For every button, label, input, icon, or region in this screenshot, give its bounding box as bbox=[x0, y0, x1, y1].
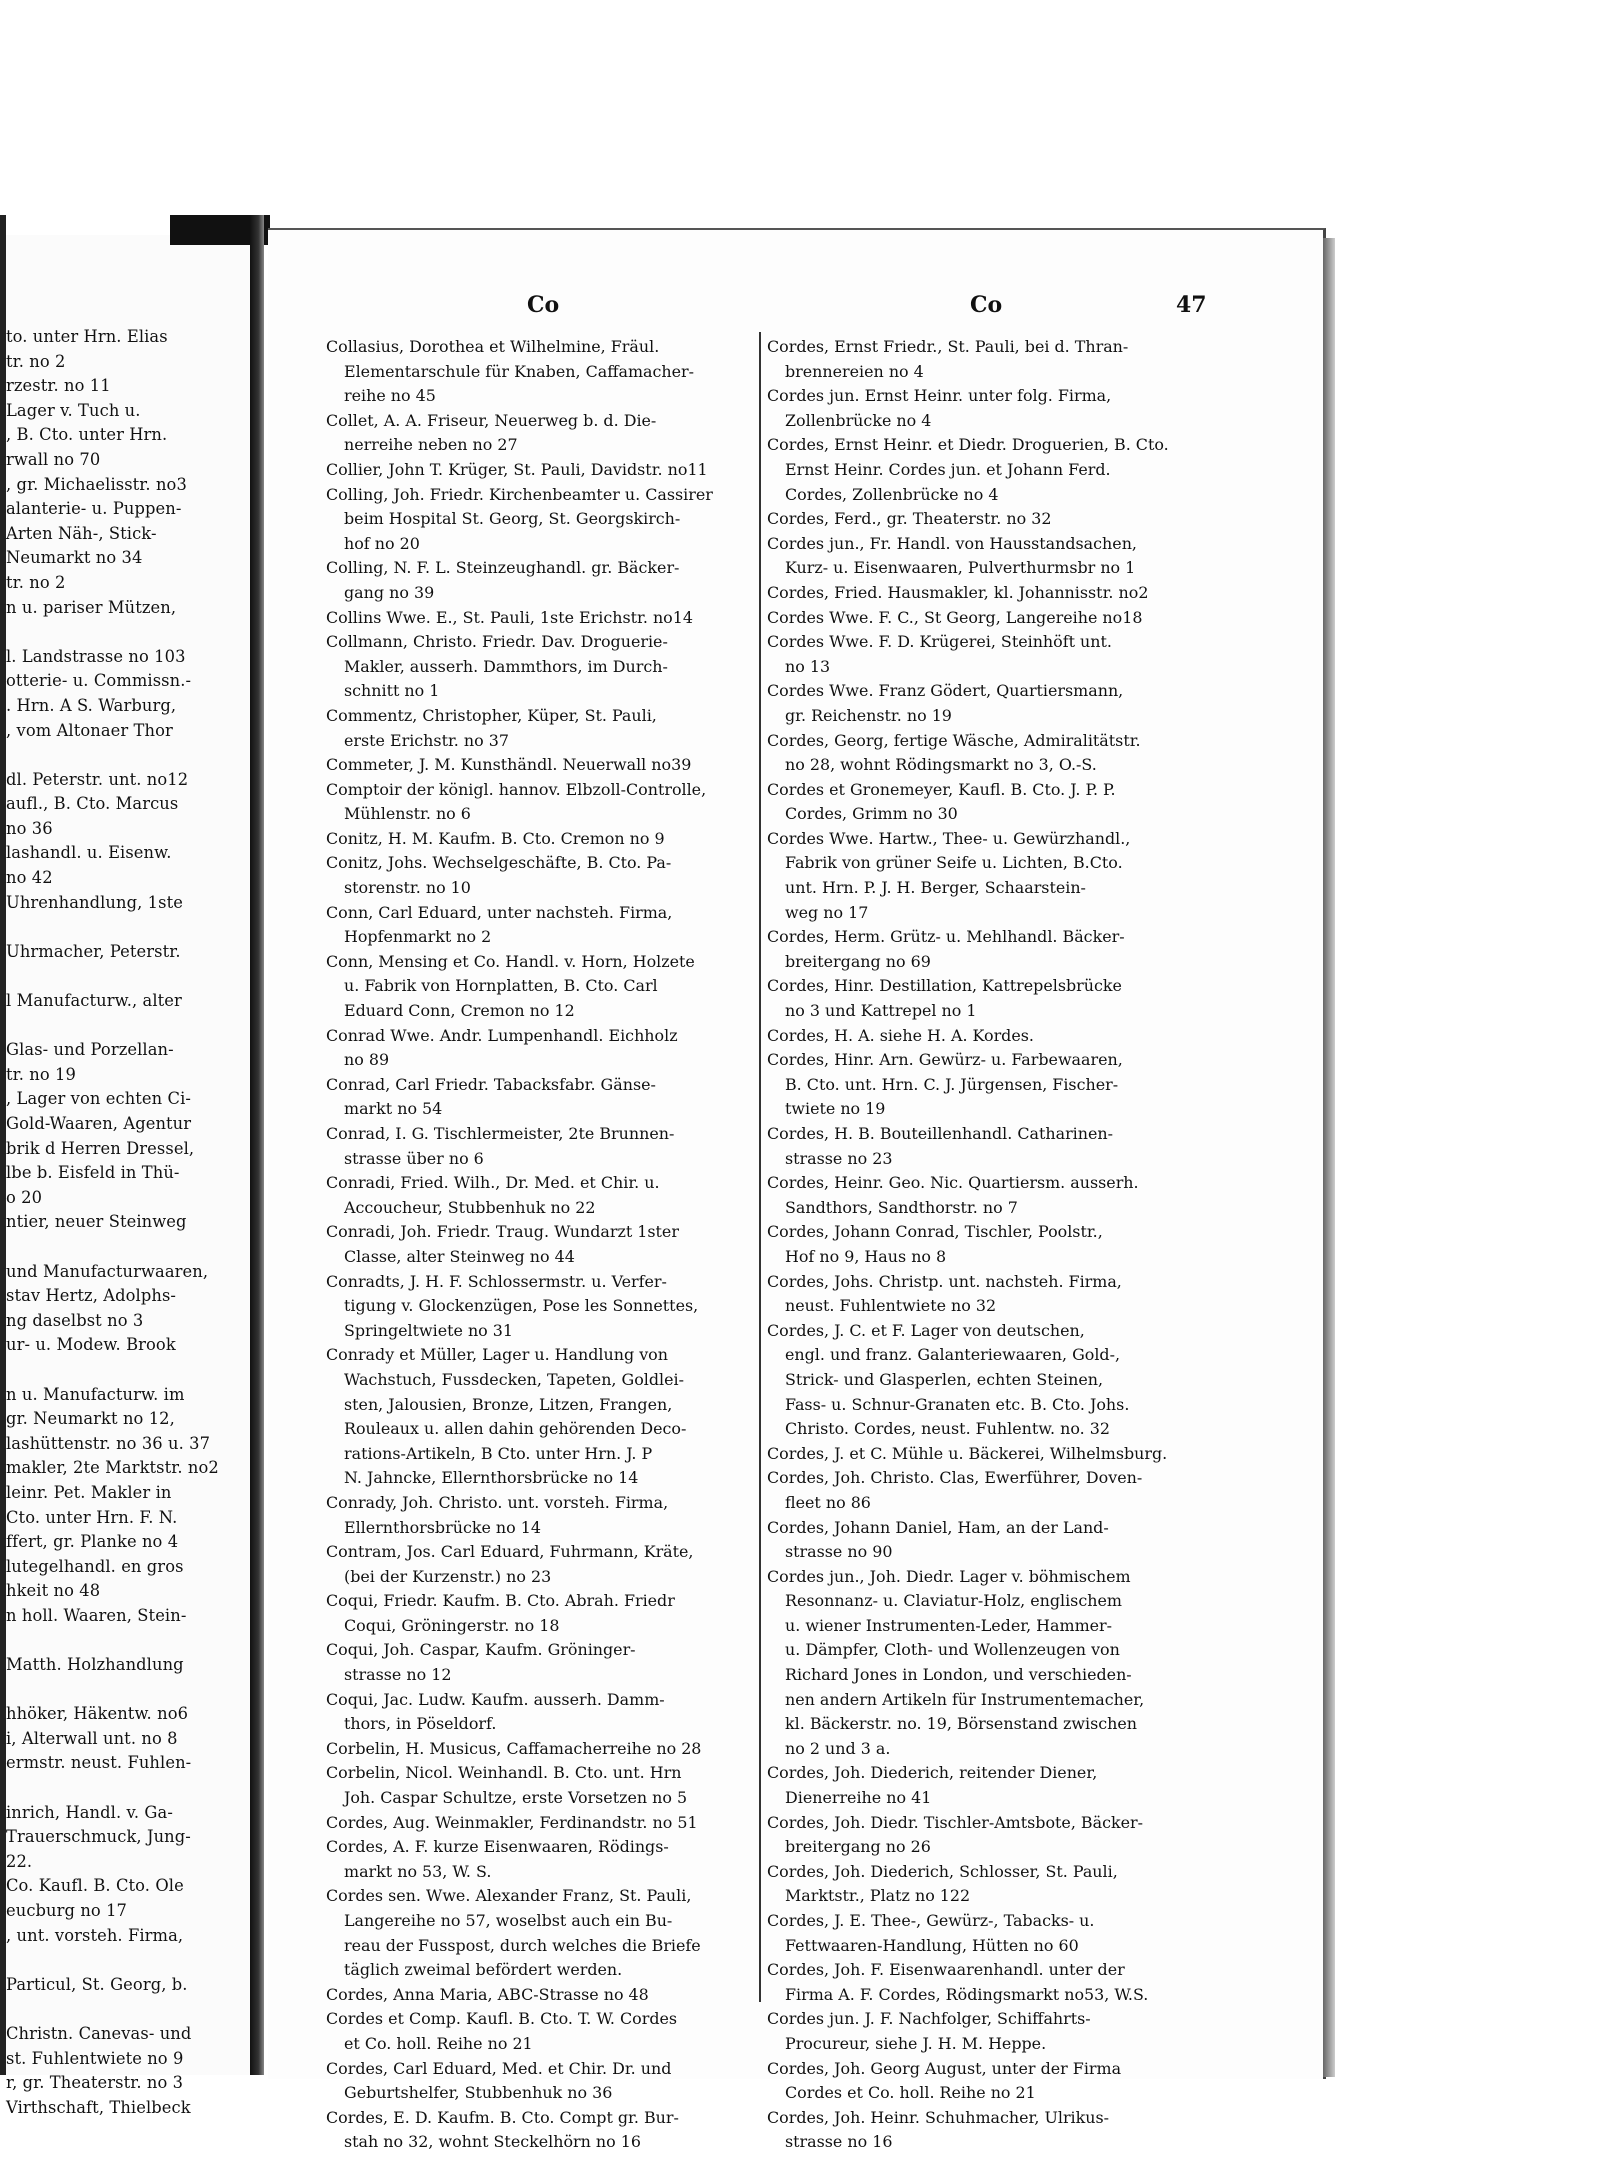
directory-entry bbox=[767, 1811, 1203, 1860]
entry-continuation: kl. Bäckerstr. no. 19, Börsenstand zwischen bbox=[785, 1714, 1138, 1734]
entry-continuation: markt no 54 bbox=[344, 1099, 443, 1119]
directory-entry bbox=[767, 384, 1203, 433]
entry-continuation: breitergang no 69 bbox=[785, 951, 931, 971]
directory-entry bbox=[326, 851, 756, 900]
directory-entry bbox=[326, 630, 756, 704]
entry-continuation: Langereihe no 57, woselbst auch ein Bu- bbox=[344, 1911, 673, 1930]
left-fragment-line: st. Fuhlentwiete no 9 bbox=[6, 2048, 184, 2068]
entry-continuation: Christo. Cordes, neust. Fuhlentw. no. 32 bbox=[785, 1419, 1110, 1439]
left-fragment-line: Uhrenhandlung, 1ste bbox=[6, 892, 183, 912]
directory-entry bbox=[767, 507, 1203, 532]
entry-continuation: Elementarschule für Knaben, Caffamacher- bbox=[344, 361, 695, 381]
left-fragment-line: i, Alterwall unt. no 8 bbox=[6, 1728, 178, 1748]
directory-entry bbox=[326, 1491, 756, 1540]
left-fragment-line bbox=[6, 915, 246, 940]
directory-entry bbox=[326, 1811, 756, 1836]
entry-continuation: Rouleaux u. allen dahin gehörenden Deco- bbox=[344, 1419, 687, 1439]
header-left: Co bbox=[527, 292, 560, 318]
entry-continuation: Richard Jones in London, und verschieden- bbox=[785, 1665, 1132, 1685]
entry-line: Cordes jun. J. F. Nachfolger, Schiffahrts- bbox=[767, 2009, 1091, 2029]
entry-line: Conrad, I. G. Tischlermeister, 2te Brunnen- bbox=[326, 1124, 675, 1143]
directory-entry bbox=[326, 1589, 756, 1638]
entry-line: Cordes, Johann Conrad, Tischler, Poolstr., bbox=[767, 1222, 1103, 1242]
entry-continuation: engl. und franz. Galanteriewaaren, Gold-, bbox=[785, 1345, 1120, 1365]
entry-continuation: Mühlenstr. no 6 bbox=[344, 804, 471, 824]
entry-continuation: B. Cto. unt. Hrn. C. J. Jürgensen, Fischer- bbox=[785, 1074, 1119, 1094]
entry-line: Cordes, Heinr. Geo. Nic. Quartiersm. ausserh. bbox=[767, 1173, 1139, 1193]
entry-line: Conn, Carl Eduard, unter nachsteh. Firma, bbox=[326, 902, 673, 922]
entry-continuation: no 89 bbox=[344, 1050, 390, 1070]
entry-continuation: Hopfenmarkt no 2 bbox=[344, 927, 492, 947]
entry-continuation: reihe no 45 bbox=[344, 386, 436, 406]
left-fragment-line: 22. bbox=[6, 1851, 33, 1871]
left-fragment-line bbox=[6, 1776, 246, 1801]
entry-continuation: Classe, alter Steinweg no 44 bbox=[344, 1246, 575, 1266]
directory-entry bbox=[767, 433, 1203, 507]
directory-entry bbox=[767, 1958, 1203, 2007]
entry-line: Collasius, Dorothea et Wilhelmine, Fräul. bbox=[326, 337, 660, 356]
entry-continuation: breitergang no 26 bbox=[785, 1837, 931, 1857]
entry-continuation: beim Hospital St. Georg, St. Georgskirch- bbox=[344, 509, 681, 529]
entry-continuation: sten, Jalousien, Bronze, Litzen, Frangen, bbox=[344, 1394, 673, 1414]
entry-line: Corbelin, H. Musicus, Caffamacherreihe no 28 bbox=[326, 1738, 702, 1758]
left-fragment-line: Uhrmacher, Peterstr. bbox=[6, 941, 181, 961]
entry-line: Cordes, Joh. Christo. Clas, Ewerführer, Doven- bbox=[767, 1468, 1143, 1488]
page-number: 47 bbox=[1176, 292, 1207, 318]
directory-entry bbox=[326, 1122, 756, 1171]
entry-continuation: storenstr. no 10 bbox=[344, 878, 471, 898]
entry-continuation: Joh. Caspar Schultze, erste Vorsetzen no 5 bbox=[344, 1788, 688, 1808]
entry-continuation: weg no 17 bbox=[785, 902, 869, 922]
left-fragment-line: no 42 bbox=[6, 868, 53, 888]
entry-continuation: et Co. holl. Reihe no 21 bbox=[344, 2033, 533, 2053]
directory-entry bbox=[326, 1983, 756, 2008]
directory-entry bbox=[326, 778, 756, 827]
directory-entry bbox=[326, 458, 756, 483]
directory-entry bbox=[326, 1343, 756, 1491]
directory-entry bbox=[767, 1024, 1203, 1049]
entry-continuation: strasse no 23 bbox=[785, 1148, 893, 1168]
left-fragment-line: , vom Altonaer Thor bbox=[6, 720, 173, 740]
directory-entry bbox=[326, 1024, 756, 1073]
left-fragment-line: l Manufacturw., alter bbox=[6, 991, 182, 1011]
directory-entry bbox=[767, 1048, 1203, 1122]
left-fragment-line bbox=[6, 1948, 246, 1973]
entry-line: Cordes Wwe. F. C., St Georg, Langereihe no18 bbox=[767, 607, 1143, 627]
directory-entry bbox=[326, 409, 756, 458]
left-fragment-line: , unt. vorsteh. Firma, bbox=[6, 1925, 184, 1945]
entry-line: Conradts, J. H. F. Schlossermstr. u. Verfer- bbox=[326, 1271, 667, 1291]
entry-line: Cordes Wwe. Hartw., Thee- u. Gewürzhandl., bbox=[767, 828, 1131, 848]
directory-entry bbox=[326, 1073, 756, 1122]
entry-line: Commeter, J. M. Kunsthändl. Neuerwall no39 bbox=[326, 755, 692, 775]
entry-continuation: nen andern Artikeln für Instrumentemacher, bbox=[785, 1689, 1145, 1709]
directory-entry bbox=[326, 335, 756, 409]
directory-entry bbox=[326, 753, 756, 778]
left-fragment-line: Lager v. Tuch u. bbox=[6, 400, 141, 420]
entry-continuation: tigung v. Glockenzügen, Pose les Sonnettes, bbox=[344, 1296, 699, 1316]
entry-continuation: Springeltwiete no 31 bbox=[344, 1320, 514, 1340]
entry-line: Cordes, H. A. siehe H. A. Kordes. bbox=[767, 1025, 1034, 1045]
left-fragment-line: ffert, gr. Planke no 4 bbox=[6, 1532, 179, 1552]
entry-line: Conradi, Fried. Wilh., Dr. Med. et Chir. u. bbox=[326, 1173, 660, 1193]
directory-entry bbox=[326, 1171, 756, 1220]
left-fragment-line bbox=[6, 1014, 246, 1039]
entry-line: Cordes, Anna Maria, ABC-Strasse no 48 bbox=[326, 1984, 649, 2004]
left-fragment-line: alanterie- u. Puppen- bbox=[6, 499, 182, 519]
entry-continuation: Cordes, Grimm no 30 bbox=[785, 804, 958, 824]
entry-continuation: Sandthors, Sandthorstr. no 7 bbox=[785, 1197, 1018, 1217]
entry-continuation: twiete no 19 bbox=[785, 1099, 886, 1119]
entry-continuation: u. wiener Instrumenten-Leder, Hammer- bbox=[785, 1615, 1113, 1635]
entry-continuation: Ellernthorsbrücke no 14 bbox=[344, 1517, 541, 1537]
entry-continuation: erste Erichstr. no 37 bbox=[344, 730, 509, 750]
directory-entry bbox=[767, 679, 1203, 728]
entry-continuation: Cordes, Zollenbrücke no 4 bbox=[785, 484, 999, 504]
entry-line: Conradi, Joh. Friedr. Traug. Wundarzt 1ster bbox=[326, 1222, 679, 1242]
directory-entry bbox=[326, 704, 756, 753]
entry-line: Cordes, Joh. Diederich, reitender Diener, bbox=[767, 1763, 1098, 1783]
left-fragment-line: ur- u. Modew. Brook bbox=[6, 1335, 176, 1355]
directory-entry bbox=[767, 925, 1203, 974]
left-fragment-line: dl. Peterstr. unt. no12 bbox=[6, 769, 189, 789]
entry-continuation: Dienerreihe no 41 bbox=[785, 1788, 932, 1808]
directory-entry bbox=[767, 2007, 1203, 2056]
left-fragment-line: tr. no 19 bbox=[6, 1064, 76, 1084]
directory-entry bbox=[767, 335, 1203, 384]
entry-continuation: Fabrik von grüner Seife u. Lichten, B.Cto. bbox=[785, 853, 1123, 873]
directory-entry bbox=[326, 1270, 756, 1344]
entry-line: Cordes, H. B. Bouteillenhandl. Catharinen- bbox=[767, 1124, 1113, 1143]
entry-continuation: strasse über no 6 bbox=[344, 1148, 484, 1168]
entry-line: Cordes jun. Ernst Heinr. unter folg. Firma, bbox=[767, 386, 1112, 406]
entry-line: Collins Wwe. E., St. Pauli, 1ste Erichstr. no14 bbox=[326, 607, 693, 627]
left-fragment-line: Christn. Canevas- und bbox=[6, 2023, 192, 2043]
directory-entry bbox=[767, 1319, 1203, 1442]
directory-entry bbox=[326, 2057, 756, 2106]
entry-continuation: neust. Fuhlentwiete no 32 bbox=[785, 1296, 997, 1316]
directory-entry bbox=[326, 2007, 756, 2056]
entry-line: Conitz, H. M. Kaufm. B. Cto. Cremon no 9 bbox=[326, 828, 665, 848]
directory-entry bbox=[767, 1270, 1203, 1319]
entry-line: Cordes, Herm. Grütz- u. Mehlhandl. Bäcker- bbox=[767, 927, 1125, 947]
entry-line: Conrady, Joh. Christo. unt. vorsteh. Firma, bbox=[326, 1492, 669, 1512]
entry-continuation: Coqui, Gröningerstr. no 18 bbox=[344, 1615, 560, 1635]
left-fragment-line: stav Hertz, Adolphs- bbox=[6, 1286, 177, 1306]
entry-line: Cordes, E. D. Kaufm. B. Cto. Compt gr. Bur- bbox=[326, 2107, 679, 2127]
column-divider bbox=[759, 332, 761, 2002]
directory-entry bbox=[767, 1565, 1203, 1762]
entry-line: Cordes et Comp. Kaufl. B. Cto. T. W. Cordes bbox=[326, 2009, 678, 2029]
left-fragment-line: ermstr. neust. Fuhlen- bbox=[6, 1753, 192, 1773]
directory-entry bbox=[326, 1540, 756, 1589]
entry-line: Cordes, Joh. Diederich, Schlosser, St. Pauli, bbox=[767, 1861, 1118, 1881]
entry-line: Cordes, Joh. F. Eisenwaarenhandl. unter der bbox=[767, 1960, 1125, 1980]
directory-entry bbox=[326, 1884, 756, 1982]
entry-line: Cordes, Johs. Christp. unt. nachsteh. Firma, bbox=[767, 1271, 1122, 1291]
left-fragment-line: otterie- u. Commissn.- bbox=[6, 671, 192, 691]
entry-continuation: Procureur, siehe J. H. M. Heppe. bbox=[785, 2033, 1047, 2053]
left-fragment-line: lbe b. Eisfeld in Thü- bbox=[6, 1163, 180, 1183]
entry-line: Cordes, Fried. Hausmakler, kl. Johannisstr. no2 bbox=[767, 582, 1149, 602]
entry-line: Coqui, Joh. Caspar, Kaufm. Gröninger- bbox=[326, 1640, 636, 1660]
entry-line: Commentz, Christopher, Küper, St. Pauli, bbox=[326, 705, 657, 725]
entry-line: Corbelin, Nicol. Weinhandl. B. Cto. unt. Hrn bbox=[326, 1763, 682, 1783]
left-fragment-line: und Manufacturwaaren, bbox=[6, 1261, 209, 1281]
entry-line: Collet, A. A. Friseur, Neuerweg b. d. Die- bbox=[326, 410, 657, 430]
directory-entry bbox=[326, 1220, 756, 1269]
directory-entry bbox=[767, 974, 1203, 1023]
entry-continuation: Resonnanz- u. Claviatur-Holz, englischem bbox=[785, 1591, 1122, 1611]
entry-continuation: Fass- u. Schnur-Granaten etc. B. Cto. Johs. bbox=[785, 1394, 1130, 1414]
left-fragment-line: Cto. unter Hrn. F. N. bbox=[6, 1507, 178, 1527]
directory-entry bbox=[767, 2106, 1203, 2155]
left-fragment-line bbox=[6, 1628, 246, 1653]
left-fragment-line: Neumarkt no 34 bbox=[6, 548, 143, 568]
entry-continuation: hof no 20 bbox=[344, 533, 420, 553]
entry-line: Cordes, Hinr. Destillation, Kattrepelsbrücke bbox=[767, 976, 1122, 996]
entry-continuation: gang no 39 bbox=[344, 582, 435, 602]
entry-continuation: no 13 bbox=[785, 656, 831, 676]
left-fragment-line bbox=[6, 1358, 246, 1383]
directory-entry bbox=[326, 1761, 756, 1810]
entry-line: Cordes sen. Wwe. Alexander Franz, St. Pauli, bbox=[326, 1886, 692, 1906]
entry-continuation: strasse no 16 bbox=[785, 2132, 893, 2152]
directory-entry bbox=[767, 1442, 1203, 1467]
directory-entry bbox=[326, 556, 756, 605]
directory-entry bbox=[326, 827, 756, 852]
left-fragment-line: n holl. Waaren, Stein- bbox=[6, 1605, 187, 1625]
directory-entry bbox=[326, 950, 756, 1024]
directory-entry bbox=[767, 827, 1203, 925]
left-fragment-line: , Lager von echten Ci- bbox=[6, 1089, 191, 1109]
left-fragment-line: l. Landstrasse no 103 bbox=[6, 646, 186, 666]
left-fragment-line: hhöker, Häkentw. no6 bbox=[6, 1704, 189, 1724]
entry-line: Contram, Jos. Carl Eduard, Fuhrmann, Kräte, bbox=[326, 1542, 694, 1562]
left-fragment-line: n u. pariser Mützen, bbox=[6, 597, 177, 617]
directory-entry bbox=[326, 1737, 756, 1762]
entry-continuation: Wachstuch, Fussdecken, Tapeten, Goldlei- bbox=[344, 1369, 684, 1389]
left-fragment-line: Glas- und Porzellan- bbox=[6, 1040, 174, 1060]
entry-line: Coqui, Friedr. Kaufm. B. Cto. Abrah. Friedr bbox=[326, 1591, 675, 1611]
left-fragment-line: rwall no 70 bbox=[6, 449, 101, 469]
left-fragment-line: rzestr. no 11 bbox=[6, 376, 111, 396]
left-fragment-line: lashüttenstr. no 36 u. 37 bbox=[6, 1433, 211, 1453]
directory-entry bbox=[767, 581, 1203, 606]
directory-entry bbox=[326, 1638, 756, 1687]
entry-line: Cordes, Ernst Friedr., St. Pauli, bei d. Thran- bbox=[767, 337, 1129, 356]
entry-line: Collmann, Christo. Friedr. Dav. Droguerie- bbox=[326, 632, 668, 652]
page-edge-shade bbox=[1323, 238, 1335, 2077]
entry-continuation: Cordes et Co. holl. Reihe no 21 bbox=[785, 2083, 1036, 2103]
entry-continuation: Hof no 9, Haus no 8 bbox=[785, 1246, 947, 1266]
entry-line: Cordes, Ernst Heinr. et Diedr. Droguerien, B. Cto. bbox=[767, 435, 1169, 455]
directory-entry bbox=[767, 729, 1203, 778]
directory-entry bbox=[767, 1516, 1203, 1565]
directory-entry bbox=[326, 606, 756, 631]
entry-continuation: strasse no 12 bbox=[344, 1665, 452, 1685]
entry-continuation: nerreihe neben no 27 bbox=[344, 435, 518, 455]
entry-line: Cordes, Joh. Heinr. Schuhmacher, Ulrikus- bbox=[767, 2107, 1110, 2127]
left-fragment-line: Trauerschmuck, Jung- bbox=[6, 1827, 191, 1847]
directory-entry bbox=[767, 532, 1203, 581]
entry-continuation: no 3 und Kattrepel no 1 bbox=[785, 1001, 977, 1021]
left-fragment-line bbox=[6, 1235, 246, 1260]
entry-continuation: Kurz- u. Eisenwaaren, Pulverthurmsbr no 1 bbox=[785, 558, 1136, 578]
entry-continuation: u. Dämpfer, Cloth- und Wollenzeugen von bbox=[785, 1640, 1120, 1660]
left-fragment-line bbox=[6, 620, 246, 645]
left-fragment-line: Matth. Holzhandlung bbox=[6, 1655, 184, 1675]
entry-line: Collier, John T. Krüger, St. Pauli, Davidstr. no11 bbox=[326, 459, 708, 479]
directory-entry bbox=[767, 1860, 1203, 1909]
left-fragment-line: leinr. Pet. Makler in bbox=[6, 1482, 172, 1502]
directory-entry bbox=[326, 483, 756, 557]
left-fragment-line: . Hrn. A S. Warburg, bbox=[6, 695, 177, 715]
entry-continuation: stah no 32, wohnt Steckelhörn no 16 bbox=[344, 2132, 641, 2152]
entry-continuation: Firma A. F. Cordes, Rödingsmarkt no53, W.S. bbox=[785, 1984, 1149, 2004]
directory-entry bbox=[767, 606, 1203, 631]
left-fragment-line bbox=[6, 1678, 246, 1703]
entry-continuation: Geburtshelfer, Stubbenhuk no 36 bbox=[344, 2083, 613, 2103]
left-fragment-line: , gr. Michaelisstr. no3 bbox=[6, 474, 187, 494]
entry-continuation: gr. Reichenstr. no 19 bbox=[785, 705, 952, 725]
entry-continuation: Accoucheur, Stubbenhuk no 22 bbox=[344, 1197, 596, 1217]
entry-line: Conitz, Johs. Wechselgeschäfte, B. Cto. Pa- bbox=[326, 853, 672, 873]
entry-line: Cordes, Georg, fertige Wäsche, Admiralitätstr. bbox=[767, 730, 1141, 750]
entry-line: Conrad, Carl Friedr. Tabacksfabr. Gänse- bbox=[326, 1074, 656, 1094]
left-fragment-line: no 36 bbox=[6, 818, 53, 838]
directory-entry bbox=[767, 1171, 1203, 1220]
entry-line: Cordes jun., Joh. Diedr. Lager v. böhmischem bbox=[767, 1566, 1131, 1586]
entry-line: Cordes, J. E. Thee-, Gewürz-, Tabacks- u. bbox=[767, 1911, 1095, 1930]
entry-line: Cordes, Aug. Weinmakler, Ferdinandstr. no 51 bbox=[326, 1812, 698, 1832]
entry-line: Cordes, Joh. Diedr. Tischler-Amtsbote, Bäcker- bbox=[767, 1812, 1143, 1832]
entry-line: Cordes, Carl Eduard, Med. et Chir. Dr. und bbox=[326, 2058, 672, 2078]
entry-line: Conn, Mensing et Co. Handl. v. Horn, Holzete bbox=[326, 951, 695, 971]
left-page-text bbox=[6, 325, 246, 2120]
entry-continuation: strasse no 90 bbox=[785, 1542, 893, 1562]
entry-line: Cordes, J. et C. Mühle u. Bäckerei, Wilhelmsburg. bbox=[767, 1443, 1168, 1463]
left-fragment-line: aufl., B. Cto. Marcus bbox=[6, 794, 179, 814]
left-fragment-line: lutegelhandl. en gros bbox=[6, 1556, 184, 1576]
left-fragment-line: hkeit no 48 bbox=[6, 1581, 101, 1601]
entry-continuation: thors, in Pöseldorf. bbox=[344, 1714, 497, 1734]
directory-entry bbox=[767, 1122, 1203, 1171]
entry-continuation: Marktstr., Platz no 122 bbox=[785, 1886, 971, 1906]
left-fragment-line: r, gr. Theaterstr. no 3 bbox=[6, 2073, 184, 2093]
left-fragment-line: o 20 bbox=[6, 1187, 43, 1207]
left-fragment-line: inrich, Handl. v. Ga- bbox=[6, 1802, 173, 1822]
left-fragment-line: brik d Herren Dressel, bbox=[6, 1138, 195, 1158]
entry-line: Coqui, Jac. Ludw. Kaufm. ausserh. Damm- bbox=[326, 1689, 665, 1709]
directory-entry bbox=[767, 1909, 1203, 1958]
entry-line: Cordes, J. C. et F. Lager von deutschen, bbox=[767, 1320, 1085, 1340]
directory-entry bbox=[326, 1688, 756, 1737]
entry-line: Cordes jun., Fr. Handl. von Hausstandsachen, bbox=[767, 533, 1137, 553]
entry-continuation: reau der Fusspost, durch welches die Briefe bbox=[344, 1935, 701, 1955]
book-gutter bbox=[250, 215, 264, 2075]
entry-continuation: brennereien no 4 bbox=[785, 361, 924, 381]
entry-continuation: (bei der Kurzenstr.) no 23 bbox=[344, 1566, 552, 1586]
entry-continuation: täglich zweimal befördert werden. bbox=[344, 1960, 623, 1980]
entry-continuation: N. Jahncke, Ellernthorsbrücke no 14 bbox=[344, 1468, 639, 1488]
left-fragment-line: lashandl. u. Eisenw. bbox=[6, 843, 172, 863]
left-fragment-line: Particul, St. Georg, b. bbox=[6, 1974, 188, 1994]
entry-line: Cordes, Johann Daniel, Ham, an der Land- bbox=[767, 1517, 1109, 1537]
directory-entry bbox=[326, 1835, 756, 1884]
entry-continuation: rations-Artikeln, B Cto. unter Hrn. J. P bbox=[344, 1443, 653, 1463]
left-fragment-line: ng daselbst no 3 bbox=[6, 1310, 144, 1330]
left-fragment-line: Arten Näh-, Stick- bbox=[6, 523, 157, 543]
entry-line: Cordes Wwe. F. D. Krügerei, Steinhöft unt. bbox=[767, 632, 1112, 652]
entry-continuation: no 28, wohnt Rödingsmarkt no 3, O.-S. bbox=[785, 755, 1097, 775]
entry-line: Conrady et Müller, Lager u. Handlung von bbox=[326, 1345, 668, 1365]
left-page-fragment bbox=[6, 235, 250, 2117]
entry-line: Cordes, Hinr. Arn. Gewürz- u. Farbewaaren, bbox=[767, 1050, 1123, 1070]
entry-line: Cordes Wwe. Franz Gödert, Quartiersmann, bbox=[767, 681, 1124, 701]
directory-entry bbox=[767, 1466, 1203, 1515]
directory-entry bbox=[767, 778, 1203, 827]
entry-continuation: schnitt no 1 bbox=[344, 681, 440, 701]
entry-line: Colling, Joh. Friedr. Kirchenbeamter u. Cassirer bbox=[326, 484, 713, 504]
left-fragment-line: Co. Kaufl. B. Cto. Ole bbox=[6, 1876, 184, 1896]
entry-line: Cordes, A. F. kurze Eisenwaaren, Rödings- bbox=[326, 1837, 669, 1857]
entry-continuation: fleet no 86 bbox=[785, 1492, 871, 1512]
header-right: Co bbox=[970, 292, 1003, 318]
entry-line: Comptoir der königl. hannov. Elbzoll-Controlle, bbox=[326, 779, 707, 799]
entry-line: Cordes, Ferd., gr. Theaterstr. no 32 bbox=[767, 509, 1052, 529]
directory-entry bbox=[326, 2106, 756, 2155]
left-fragment-line bbox=[6, 1997, 246, 2022]
left-fragment-line: eucburg no 17 bbox=[6, 1901, 128, 1920]
entry-continuation: no 2 und 3 a. bbox=[785, 1738, 891, 1758]
left-fragment-line: , B. Cto. unter Hrn. bbox=[6, 425, 168, 445]
directory-column-right bbox=[767, 335, 1203, 2155]
entry-continuation: Ernst Heinr. Cordes jun. et Johann Ferd. bbox=[785, 459, 1111, 479]
left-fragment-line: tr. no 2 bbox=[6, 351, 66, 371]
entry-continuation: markt no 53, W. S. bbox=[344, 1861, 492, 1881]
directory-entry bbox=[767, 1761, 1203, 1810]
left-fragment-line: makler, 2te Marktstr. no2 bbox=[6, 1458, 219, 1478]
entry-line: Cordes, Joh. Georg August, unter der Firma bbox=[767, 2058, 1122, 2078]
left-fragment-line: Gold-Waaren, Agentur bbox=[6, 1114, 192, 1133]
entry-line: Conrad Wwe. Andr. Lumpenhandl. Eichholz bbox=[326, 1025, 678, 1045]
left-fragment-line: gr. Neumarkt no 12, bbox=[6, 1409, 175, 1429]
entry-line: Cordes et Gronemeyer, Kaufl. B. Cto. J. P. P. bbox=[767, 779, 1116, 799]
left-fragment-line: Virthschaft, Thielbeck bbox=[6, 2097, 191, 2117]
entry-continuation: Zollenbrücke no 4 bbox=[785, 410, 932, 430]
entry-continuation: Eduard Conn, Cremon no 12 bbox=[344, 1001, 575, 1021]
directory-column-left bbox=[326, 335, 756, 2155]
left-fragment-line: to. unter Hrn. Elias bbox=[6, 327, 168, 346]
left-fragment-line: n u. Manufacturw. im bbox=[6, 1384, 185, 1404]
left-fragment-line: ntier, neuer Steinweg bbox=[6, 1212, 187, 1232]
entry-continuation: unt. Hrn. P. J. H. Berger, Schaarstein- bbox=[785, 878, 1086, 898]
directory-entry bbox=[767, 630, 1203, 679]
left-fragment-line: tr. no 2 bbox=[6, 572, 66, 592]
left-fragment-line bbox=[6, 743, 246, 768]
entry-line: Colling, N. F. L. Steinzeughandl. gr. Bäcker- bbox=[326, 558, 680, 578]
entry-continuation: Makler, ausserh. Dammthors, im Durch- bbox=[344, 656, 668, 676]
directory-entry bbox=[767, 1220, 1203, 1269]
directory-entry bbox=[326, 901, 756, 950]
left-fragment-line bbox=[6, 964, 246, 989]
directory-entry bbox=[767, 2057, 1203, 2106]
entry-continuation: u. Fabrik von Hornplatten, B. Cto. Carl bbox=[344, 976, 658, 996]
entry-continuation: Fettwaaren-Handlung, Hütten no 60 bbox=[785, 1935, 1079, 1955]
entry-continuation: Strick- und Glasperlen, echten Steinen, bbox=[785, 1369, 1104, 1389]
